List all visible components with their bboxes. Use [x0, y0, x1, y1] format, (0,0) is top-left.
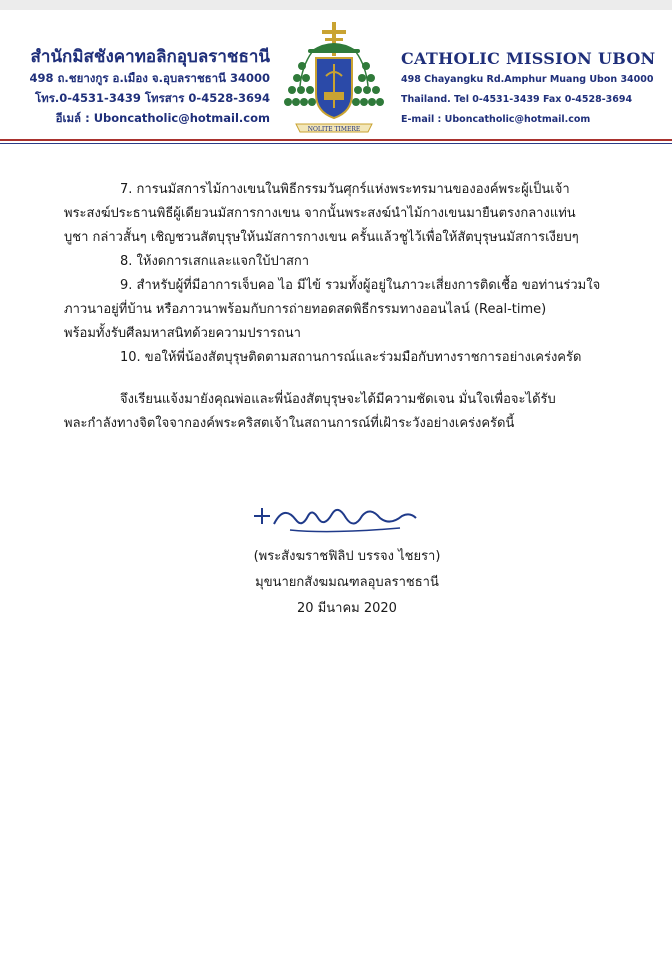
header-rule-blue	[0, 143, 672, 144]
item-10	[64, 346, 624, 370]
letterhead-right	[401, 48, 661, 130]
phone-english: Thailand. Tel 0-4531-3439 Fax 0-4528-3694	[401, 94, 633, 105]
closing-line: พละกำลังทางจิตใจจากองค์พระคริสตเจ้าในสถานการณ์ที่เฝ้าระวังอย่างเคร่งครัดนี้	[64, 416, 515, 431]
item-line: พร้อมทั้งรับศีลมหาสนิทด้วยความปรารถนา	[64, 326, 301, 341]
closing-line: จึงเรียนแจ้งมายังคุณพ่อและพี่น้องสัตบุรุษจะได้มีความชัดเจน มั่นใจเพื่อจะได้รับ	[120, 392, 556, 407]
org-name-thai: สำนักมิสชังคาทอลิกอุบลราชธานี	[30, 47, 270, 67]
email-english: E-mail : Uboncatholic@hotmail.com	[401, 114, 591, 125]
item-line: 10. ขอให้พี่น้องสัตบุรุษติดตามสถานการณ์และร่วมมือกับทางราชการอย่างเคร่งครัด	[120, 350, 582, 365]
item-8	[64, 250, 624, 274]
phone-thai: โทร.0-4531-3439 โทรสาร 0-4528-3694	[34, 91, 270, 105]
signature-block	[222, 544, 472, 622]
top-band	[0, 0, 672, 10]
letter-body	[64, 178, 624, 436]
diocese-crest-icon	[282, 16, 386, 140]
letter-date: 20 มีนาคม 2020	[297, 601, 397, 616]
signer-name: (พระสังฆราชฟิลิป บรรจง ไชยรา)	[253, 549, 441, 564]
item-9	[64, 274, 624, 346]
item-line: 9. สำหรับผู้ที่มีอาการเจ็บคอ ไอ มีไข้ รวมทั้งผู้อยู่ในภาวะเสี่ยงการติดเชื้อ ขอท่านร่วมใจ	[120, 278, 601, 293]
email-thai: อีเมล์ : Uboncatholic@hotmail.com	[55, 111, 270, 125]
letterhead-left	[18, 46, 270, 128]
header-rule-red	[0, 139, 672, 141]
crest-motto: NOLITE TIMERE	[307, 126, 361, 133]
org-name-english: CATHOLIC MISSION UBON	[401, 49, 656, 68]
address-english: 498 Chayangku Rd.Amphur Muang Ubon 34000	[401, 74, 654, 85]
item-line: ภาวนาอยู่ที่บ้าน หรือภาวนาพร้อมกับการถ่ายทอดสดพิธีกรรมทางออนไลน์ (Real-time)	[64, 302, 547, 317]
item-line: บูชา กล่าวสั้นๆ เชิญชวนสัตบุรุษให้นมัสการกางเขน ครั้นแล้วชูไว้เพื่อให้สัตบุรุษนมัสการเงียบๆ	[64, 230, 579, 245]
address-thai: 498 ถ.ชยางกูร อ.เมือง จ.อุบลราชธานี 34000	[29, 71, 270, 85]
item-7	[64, 178, 624, 250]
item-line: 8. ให้งดการเสกและแจกใบ้ปาสกา	[120, 254, 310, 269]
item-line: พระสงฆ์ประธานพิธีผู้เดียวนมัสการกางเขน จากนั้นพระสงฆ์นำไม้กางเขนมายืนตรงกลางแท่น	[64, 206, 576, 221]
handwritten-signature	[250, 494, 420, 538]
signer-title: มุขนายกสังฆมณฑลอุบลราชธานี	[255, 575, 439, 590]
item-line: 7. การนมัสการไม้กางเขนในพิธีกรรมวันศุกร์แห่งพระทรมานขององค์พระผู้เป็นเจ้า	[120, 182, 570, 197]
closing-paragraph	[64, 388, 624, 436]
